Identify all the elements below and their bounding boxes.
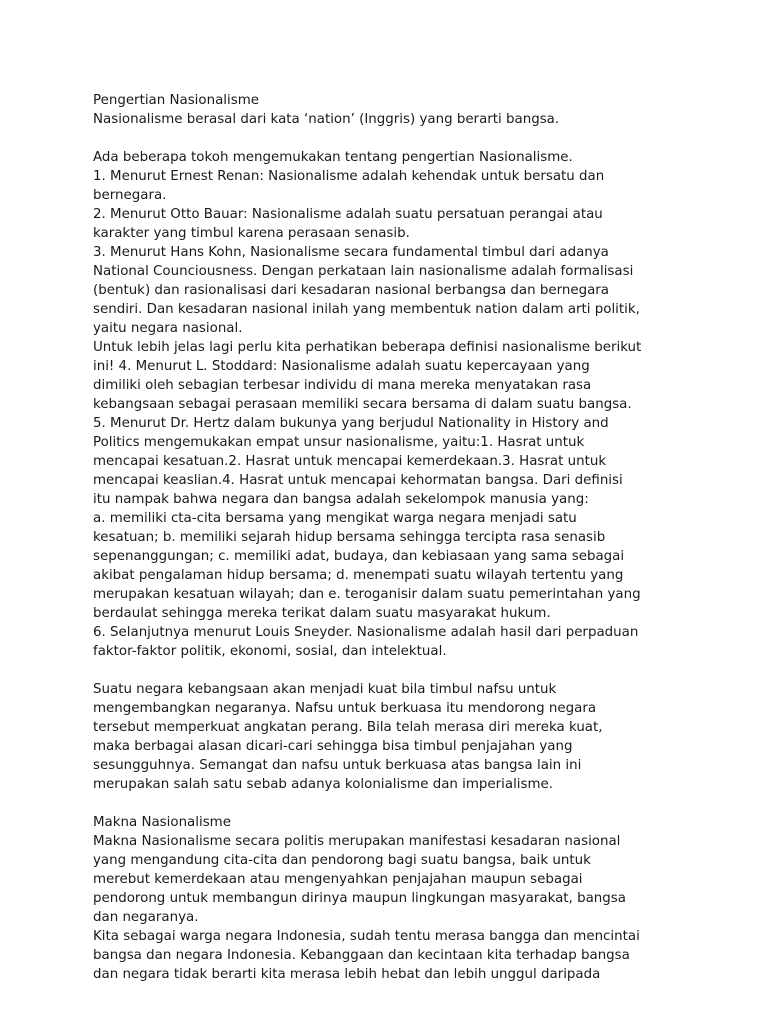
text-line: faktor-faktor politik, ekonomi, sosial, dan intelektual. <box>93 644 447 659</box>
text-line: Pengertian Nasionalisme <box>93 93 259 108</box>
text-line: bernegara. <box>93 188 167 203</box>
text-line: dan negara tidak berarti kita merasa lebih hebat dan lebih unggul daripada <box>93 967 601 982</box>
text-line: bangsa dan negara Indonesia. Kebanggaan dan kecintaan kita terhadap bangsa <box>93 948 630 963</box>
text-line: merupakan salah satu sebab adanya kolonialisme dan imperialisme. <box>93 777 554 792</box>
text-line: a. memiliki cta-cita bersama yang mengikat warga negara menjadi satu <box>93 511 577 526</box>
text-line: 1. Menurut Ernest Renan: Nasionalisme adalah kehendak untuk bersatu dan <box>93 169 605 184</box>
text-line: karakter yang timbul karena perasaan senasib. <box>93 226 410 241</box>
text-line: sepenanggungan; c. memiliki adat, budaya, dan kebiasaan yang sama sebagai <box>93 549 625 564</box>
text-line: Politics mengemukakan empat unsur nasionalisme, yaitu:1. Hasrat untuk <box>93 435 585 450</box>
text-line: 6. Selanjutnya menurut Louis Sneyder. Nasionalisme adalah hasil dari perpaduan <box>93 625 639 640</box>
document-page <box>93 91 693 984</box>
text-line: National Counciousness. Dengan perkataan lain nasionalisme adalah formalisasi <box>93 264 634 279</box>
text-line: mencapai keaslian.4. Hasrat untuk mencapai kehormatan bangsa. Dari definisi <box>93 473 623 488</box>
text-line: 5. Menurut Dr. Hertz dalam bukunya yang berjudul Nationality in History and <box>93 416 609 431</box>
blank-line <box>93 794 693 813</box>
text-line: kesatuan; b. memiliki sejarah hidup bersama sehingga tercipta rasa senasib <box>93 530 606 545</box>
text-line: merupakan kesatuan wilayah; dan e. teroganisir dalam suatu pemerintahan yang <box>93 587 641 602</box>
text-line: ini! 4. Menurut L. Stoddard: Nasionalisme adalah suatu kepercayaan yang <box>93 359 590 374</box>
text-line: pendorong untuk membangun dirinya maupun lingkungan masyarakat, bangsa <box>93 891 626 906</box>
text-line: yang mengandung cita-cita dan pendorong bagi suatu bangsa, baik untuk <box>93 853 591 868</box>
text-line: 2. Menurut Otto Bauar: Nasionalisme adalah suatu persatuan perangai atau <box>93 207 603 222</box>
text-line: mencapai kesatuan.2. Hasrat untuk mencapai kemerdekaan.3. Hasrat untuk <box>93 454 607 469</box>
text-line: sesungguhnya. Semangat dan nafsu untuk berkuasa atas bangsa lain ini <box>93 758 582 773</box>
text-line: itu nampak bahwa negara dan bangsa adalah sekelompok manusia yang: <box>93 492 589 507</box>
text-line: Untuk lebih jelas lagi perlu kita perhatikan beberapa definisi nasionalisme berikut <box>93 340 642 355</box>
text-line: dan negaranya. <box>93 910 199 925</box>
text-line: maka berbagai alasan dicari-cari sehingga bisa timbul penjajahan yang <box>93 739 573 754</box>
text-line: dimiliki oleh sebagian terbesar individu di mana mereka menyatakan rasa <box>93 378 592 393</box>
text-line: 3. Menurut Hans Kohn, Nasionalisme secara fundamental timbul dari adanya <box>93 245 609 260</box>
text-line: akibat pengalaman hidup bersama; d. menempati suatu wilayah tertentu yang <box>93 568 624 583</box>
text-line: Kita sebagai warga negara Indonesia, sudah tentu merasa bangga dan mencintai <box>93 929 640 944</box>
text-line: tersebut memperkuat angkatan perang. Bila telah merasa diri mereka kuat, <box>93 720 603 735</box>
text-line: Suatu negara kebangsaan akan menjadi kuat bila timbul nafsu untuk <box>93 682 557 697</box>
blank-line <box>93 129 693 148</box>
text-line: berdaulat sehingga mereka terikat dalam suatu masyarakat hukum. <box>93 606 551 621</box>
text-line: kebangsaan sebagai perasaan memiliki secara bersama di dalam suatu bangsa. <box>93 397 632 412</box>
text-line: Nasionalisme berasal dari kata ‘nation’ (Inggris) yang berarti bangsa. <box>93 112 560 127</box>
text-line: sendiri. Dan kesadaran nasional inilah yang membentuk nation dalam arti politik, <box>93 302 640 317</box>
text-line: mengembangkan negaranya. Nafsu untuk berkuasa itu mendorong negara <box>93 701 597 716</box>
text-line: Makna Nasionalisme <box>93 815 231 830</box>
text-line: (bentuk) dan rasionalisasi dari kesadaran nasional berbangsa dan bernegara <box>93 283 610 298</box>
text-line: merebut kemerdekaan atau mengenyahkan penjajahan maupun sebagai <box>93 872 583 887</box>
text-line: yaitu negara nasional. <box>93 321 243 336</box>
blank-line <box>93 661 693 680</box>
text-line: Ada beberapa tokoh mengemukakan tentang pengertian Nasionalisme. <box>93 150 573 165</box>
text-line: Makna Nasionalisme secara politis merupakan manifestasi kesadaran nasional <box>93 834 621 849</box>
